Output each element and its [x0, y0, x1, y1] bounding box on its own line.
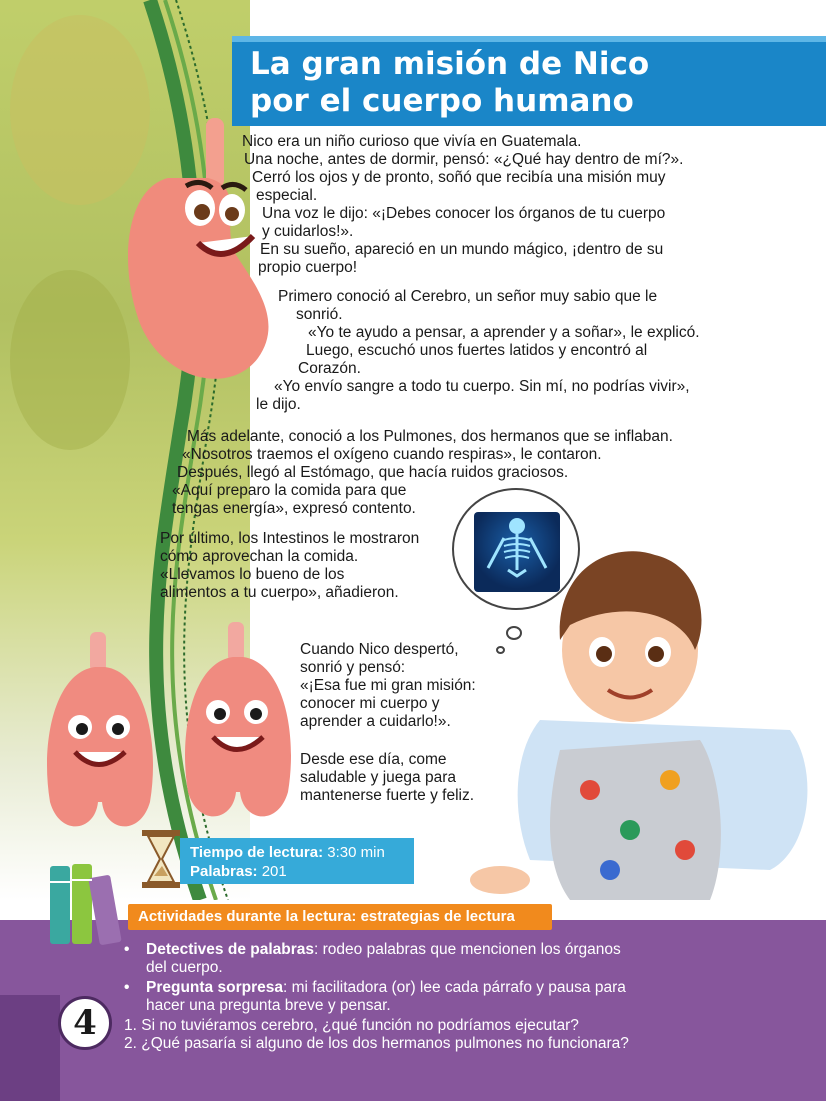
story-paragraph-4: [160, 530, 450, 602]
activities-list: [124, 941, 724, 1053]
bullet-icon: •: [124, 941, 130, 958]
reading-time-value: 3:30 min: [327, 844, 385, 861]
story-line: le dijo.: [256, 396, 301, 413]
boy-character: [470, 530, 826, 920]
activity-text: : mi facilitadora (or) lee cada párrafo y pausa para: [282, 979, 626, 996]
story-line: alimentos a tu cuerpo», añadieron.: [160, 584, 399, 601]
lungs-character: [40, 632, 160, 842]
story-line: «Nosotros traemos el oxígeno cuando respiras», le contaron.: [182, 446, 602, 463]
reading-time-label: Tiempo de lectura:: [190, 844, 324, 861]
story-line: Luego, escuchó unos fuertes latidos y encontró al: [306, 342, 648, 359]
story-line: «Aquí preparo la comida para que: [172, 482, 407, 499]
story-line: «¡Esa fue mi gran misión:: [300, 677, 476, 694]
activity-text: hacer una pregunta breve y pensar.: [146, 997, 391, 1014]
story-line: Corazón.: [298, 360, 361, 377]
story-line: Desde ese día, come: [300, 751, 447, 768]
story-line: sonrió y pensó:: [300, 659, 406, 676]
story-line: Más adelante, conoció a los Pulmones, dos hermanos que se inflaban.: [187, 428, 673, 445]
activity-text: : rodeo palabras que mencionen los órganos: [314, 941, 621, 958]
story-line: Después, llegó al Estómago, que hacía ruidos graciosos.: [177, 464, 569, 481]
story-line: Una voz le dijo: «¡Debes conocer los órganos de tu cuerpo: [262, 205, 666, 222]
story-paragraph-3: [172, 428, 732, 518]
story-line: «Llevamos lo bueno de los: [160, 566, 345, 583]
story-line: especial.: [256, 187, 318, 204]
activities-header: Actividades durante la lectura: estrategias de lectura: [128, 904, 552, 930]
question-item: 1. Si no tuviéramos cerebro, ¿qué función no podríamos ejecutar?: [124, 1017, 579, 1034]
lungs-character: [178, 622, 298, 832]
activity-title: Pregunta sorpresa: [146, 979, 283, 996]
story-line: aprender a cuidarlo!».: [300, 713, 451, 730]
story-line: propio cuerpo!: [258, 259, 358, 276]
hourglass-icon: [140, 828, 182, 890]
story-line: conocer mi cuerpo y: [300, 695, 440, 712]
story-line: Primero conoció al Cerebro, un señor muy sabio que le: [278, 288, 658, 305]
activity-item: [124, 941, 724, 977]
word-count-label: Palabras:: [190, 863, 258, 880]
books-icon: [48, 862, 130, 946]
activity-title: Detectives de palabras: [146, 941, 315, 958]
story-line: Cerró los ojos y de pronto, soñó que recibía una misión muy: [252, 169, 666, 186]
question-item: 2. ¿Qué pasaría si alguno de los dos hermanos pulmones no funcionara?: [124, 1035, 629, 1052]
story-line: Por último, los Intestinos le mostraron: [160, 530, 420, 547]
story-line: Una noche, antes de dormir, pensó: «¿Qué hay dentro de mí?».: [244, 151, 684, 168]
title-line-1: La gran misión de Nico: [250, 46, 650, 82]
bullet-icon: •: [124, 979, 130, 996]
story-line: saludable y juega para: [300, 769, 456, 786]
story-line: Cuando Nico despertó,: [300, 641, 459, 658]
activity-item: [124, 979, 724, 1015]
page-title: [232, 42, 826, 126]
story-paragraph-2: [256, 288, 736, 414]
story-line: mantenerse fuerte y feliz.: [300, 787, 475, 804]
story-line: cómo aprovechan la comida.: [160, 548, 359, 565]
story-line: sonrió.: [296, 306, 343, 323]
story-line: tengas energía», expresó contento.: [172, 500, 416, 517]
story-line: «Yo envío sangre a todo tu cuerpo. Sin mí, no podrías vivir»,: [274, 378, 690, 395]
story-paragraph-1: [242, 133, 742, 277]
page-number: 4: [58, 996, 112, 1050]
word-count-value: 201: [261, 863, 287, 880]
title-line-2: por el cuerpo humano: [250, 83, 634, 119]
story-line: «Yo te ayudo a pensar, a aprender y a soñar», le explicó.: [308, 324, 700, 341]
story-line: y cuidarlos!».: [262, 223, 354, 240]
activity-text: del cuerpo.: [146, 959, 223, 976]
page-number-tab: [0, 995, 60, 1101]
story-line: Nico era un niño curioso que vivía en Guatemala.: [242, 133, 582, 150]
story-line: En su sueño, apareció en un mundo mágico, ¡dentro de su: [260, 241, 664, 258]
reading-info-box: [180, 838, 414, 884]
